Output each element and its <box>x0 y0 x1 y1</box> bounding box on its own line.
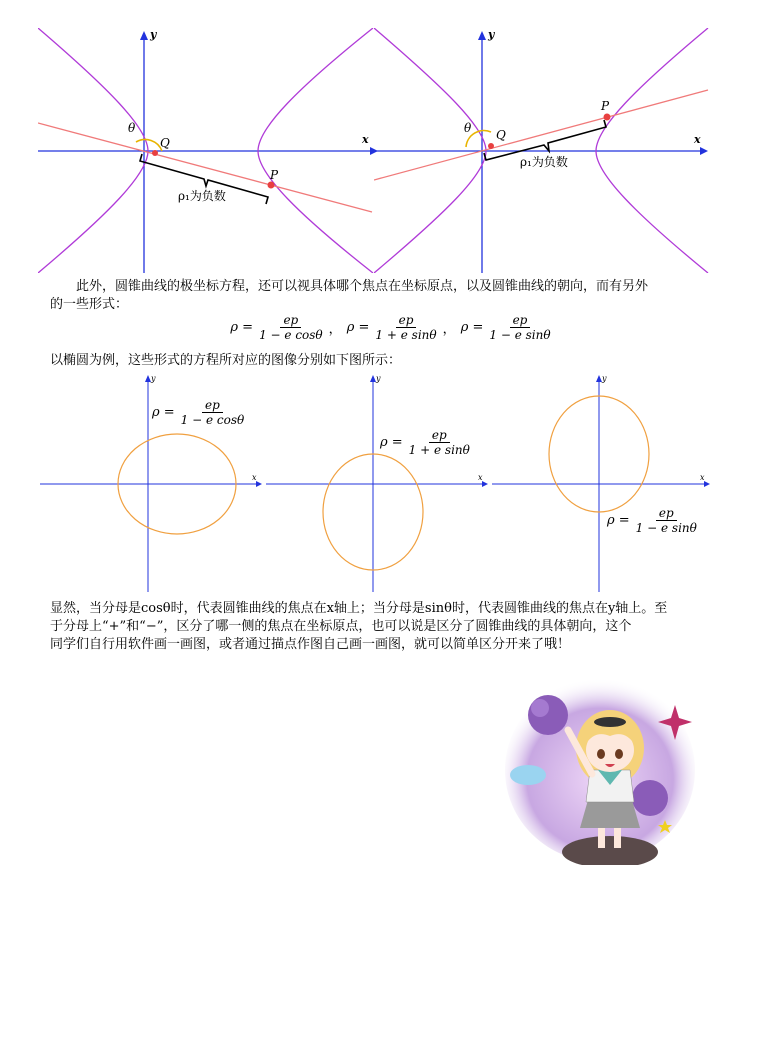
paragraph-line: 于分母上“+”和“−”，区分了哪一侧的焦点在坐标原点，也可以说是区分了圆锥曲线的具体朝向，这个 <box>50 619 632 634</box>
skirt <box>580 800 640 828</box>
point-q-label: Q <box>496 128 506 142</box>
point-q-label: Q <box>160 136 170 150</box>
paragraph-conclusion <box>50 600 730 654</box>
eye-left <box>597 749 605 759</box>
point-p <box>268 182 275 189</box>
leg <box>598 828 605 848</box>
formula-lhs: ρ = <box>607 513 630 528</box>
pompom-left <box>528 695 568 735</box>
formula-lhs: ρ = <box>460 320 484 335</box>
ellipse-eq-1 <box>152 398 247 427</box>
paragraph-intro <box>50 278 700 314</box>
denominator: 1 − e sinθ <box>635 521 697 535</box>
y-axis-arrow-icon <box>478 31 486 40</box>
x-axis-arrow-icon <box>482 481 488 487</box>
point-q <box>488 143 494 149</box>
denominator: 1 + e sinθ <box>408 443 470 457</box>
denominator: 1 − e cosθ <box>259 328 323 342</box>
formula-lhs: ρ = <box>380 435 403 450</box>
angle-label: θ <box>464 121 472 135</box>
x-axis-label: x <box>362 133 369 146</box>
y-axis-label: y <box>376 374 381 383</box>
leg <box>614 828 621 848</box>
formula-lhs: ρ = <box>346 320 370 335</box>
x-axis-arrow-icon <box>704 481 710 487</box>
paragraph-line: 显然，当分母是cosθ时，代表圆锥曲线的焦点在x轴上；当分母是sinθ时，代表圆锥曲线的焦点在y轴上。至 <box>50 601 668 616</box>
formula-3 <box>461 313 554 342</box>
fraction <box>486 313 553 342</box>
cheerleader-illustration <box>500 670 700 865</box>
eye-right <box>615 749 623 759</box>
formula-lhs: ρ = <box>152 405 175 420</box>
cloud-icon <box>510 765 546 785</box>
hyperbola-graph-left <box>38 28 378 273</box>
fraction <box>178 398 248 427</box>
point-p-label: P <box>601 99 610 113</box>
numerator: ep <box>510 313 531 328</box>
pompom-right <box>632 780 668 816</box>
paragraph-line: 此外，圆锥曲线的极坐标方程，还可以视具体哪个焦点在坐标原点，以及圆锥曲线的朝向，而有另外 <box>76 279 649 294</box>
x-axis-label: x <box>478 473 483 482</box>
y-axis-label: y <box>602 374 607 383</box>
paragraph-line: 同学们自行用软件画一画图，或者通过描点作图自己画一画图，就可以简单区分开来了哦！ <box>50 637 571 652</box>
formula-1 <box>230 313 341 342</box>
hair-ribbon <box>594 717 626 727</box>
fraction <box>633 506 700 535</box>
point-p <box>604 114 611 121</box>
numerator: ep <box>202 398 223 413</box>
angle-arc <box>136 139 162 151</box>
numerator: ep <box>280 313 301 328</box>
paragraph-line: 的一些形式： <box>50 297 129 312</box>
formula-lhs: ρ = <box>230 320 254 335</box>
y-axis-label: y <box>150 28 157 41</box>
fraction <box>372 313 439 342</box>
denominator: 1 − e sinθ <box>489 328 551 342</box>
point-q <box>152 150 158 156</box>
denominator: 1 − e cosθ <box>180 413 245 427</box>
angle-label: θ <box>128 121 136 135</box>
fraction <box>406 428 473 457</box>
pompom-highlight <box>531 699 549 717</box>
ellipse-eq-2 <box>380 428 473 457</box>
brace-label: ρ₁为负数 <box>520 155 568 169</box>
y-axis-label: y <box>488 28 495 41</box>
y-axis-arrow-icon <box>140 31 148 40</box>
x-axis-label: x <box>252 473 257 482</box>
y-axis-label: y <box>151 374 156 383</box>
paragraph-line: 以椭圆为例，这些形式的方程所对应的图像分别如下图所示： <box>50 353 402 368</box>
ellipse-graphs <box>0 372 784 597</box>
x-axis-label: x <box>694 133 701 146</box>
paragraph-example <box>50 352 700 370</box>
separator: ， <box>328 322 342 337</box>
ellipse-eq-3 <box>607 506 700 535</box>
numerator: ep <box>656 506 677 521</box>
hyperbola-graph-right <box>374 28 714 273</box>
x-axis-arrow-icon <box>700 147 708 155</box>
separator: ， <box>442 322 456 337</box>
formula-row <box>0 313 784 342</box>
brace-label: ρ₁为负数 <box>178 189 226 203</box>
fraction <box>256 313 326 342</box>
numerator: ep <box>429 428 450 443</box>
denominator: 1 + e sinθ <box>375 328 437 342</box>
formula-2 <box>347 313 456 342</box>
numerator: ep <box>396 313 417 328</box>
point-p-label: P <box>270 168 279 182</box>
x-axis-label: x <box>700 473 705 482</box>
x-axis-arrow-icon <box>256 481 262 487</box>
